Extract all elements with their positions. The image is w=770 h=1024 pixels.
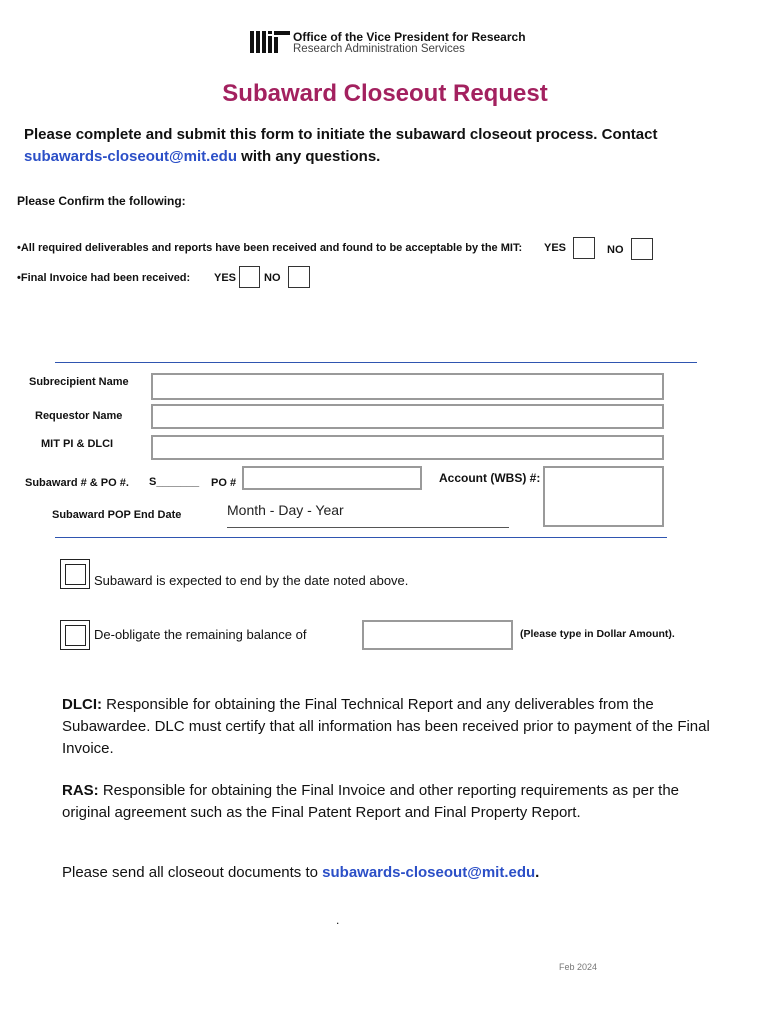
dlci-text: Responsible for obtaining the Final Technical Report and any deliverables from the Subawardee. DLC must certify that all information has been received prior to payment of the Final Invoice. <box>62 696 710 757</box>
dollar-amount-input[interactable] <box>362 620 513 650</box>
office-subunit: Research Administration Services <box>293 43 465 55</box>
item2-no-checkbox[interactable] <box>288 266 310 288</box>
account-input[interactable] <box>543 466 664 527</box>
confirm-heading: Please Confirm the following: <box>17 194 186 208</box>
confirm-item-deliverables <box>17 242 522 254</box>
intro-line2: with any questions. <box>237 148 381 165</box>
item1-yes-checkbox[interactable] <box>573 237 595 259</box>
confirm-item-invoice <box>17 272 190 284</box>
office-name: Office of the Vice President for Research <box>293 30 526 44</box>
section-divider <box>55 362 697 363</box>
item2-no-label: NO <box>264 272 281 284</box>
item1-no-checkbox[interactable] <box>631 238 653 260</box>
send-email-link[interactable]: subawards-closeout@mit.edu <box>322 864 536 881</box>
pop-end-label: Subaward POP End Date <box>52 509 182 521</box>
bullet: • <box>17 242 21 254</box>
subaward-s-field[interactable]: S_______ <box>149 476 200 488</box>
dlci-paragraph <box>62 694 712 760</box>
ras-paragraph <box>62 780 712 824</box>
bullet: • <box>17 272 21 284</box>
ras-text: Responsible for obtaining the Final Invoice and other reporting requirements as per the original agreement such as the Final Patent Report and Final Property Report. <box>62 782 680 821</box>
dlci-label: DLCI: <box>62 696 102 713</box>
date-underline <box>227 527 509 528</box>
ras-label: RAS: <box>62 782 99 799</box>
fields-divider <box>55 537 667 538</box>
mit-logo-icon <box>250 31 290 53</box>
mitpi-input[interactable] <box>151 435 664 460</box>
item1-yes-label: YES <box>544 242 567 254</box>
expected-end-checkbox[interactable] <box>60 559 90 589</box>
subrecipient-input[interactable] <box>151 373 664 400</box>
requestor-label: Requestor Name <box>35 410 123 422</box>
expected-end-label: Subaward is expected to end by the date noted above. <box>94 573 409 588</box>
deobligate-label: De-obligate the remaining balance of <box>94 627 307 642</box>
page-title: Subaward Closeout Request <box>222 80 548 107</box>
pop-end-date-input[interactable]: Month - Day - Year <box>227 502 344 518</box>
account-label: Account (WBS) #: <box>439 471 541 485</box>
dollar-note: (Please type in Dollar Amount). <box>520 628 675 640</box>
confirm-item2-label: Final Invoice had been received: <box>20 272 191 284</box>
checkbox-inner <box>65 564 86 585</box>
intro-email-link[interactable]: subawards-closeout@mit.edu <box>24 148 237 165</box>
send-line <box>62 864 539 881</box>
send-text: Please send all closeout documents to <box>62 864 323 881</box>
mitpi-label: MIT PI & DLCI <box>41 438 114 450</box>
confirm-item1-label: All required deliverables and reports have been received and found to be acceptable by the MIT: <box>20 242 523 254</box>
footer-date: Feb 2024 <box>559 962 598 972</box>
intro-text <box>24 124 744 168</box>
subrecipient-label: Subrecipient Name <box>29 376 129 388</box>
item1-no-label: NO <box>607 244 624 256</box>
po-label: PO # <box>211 477 237 489</box>
requestor-input[interactable] <box>151 404 664 429</box>
checkbox-inner <box>65 625 86 646</box>
mit-logo <box>250 31 290 53</box>
po-input[interactable] <box>242 466 422 490</box>
item2-yes-checkbox[interactable] <box>239 266 260 288</box>
intro-line1: Please complete and submit this form to initiate the subaward closeout process. Contact <box>24 126 658 143</box>
item2-yes-label: YES <box>214 272 237 284</box>
subaward-label: Subaward # & PO #. <box>25 477 129 489</box>
deobligate-checkbox[interactable] <box>60 620 90 650</box>
footer-dot: . <box>336 913 340 927</box>
send-period: . <box>535 864 540 881</box>
